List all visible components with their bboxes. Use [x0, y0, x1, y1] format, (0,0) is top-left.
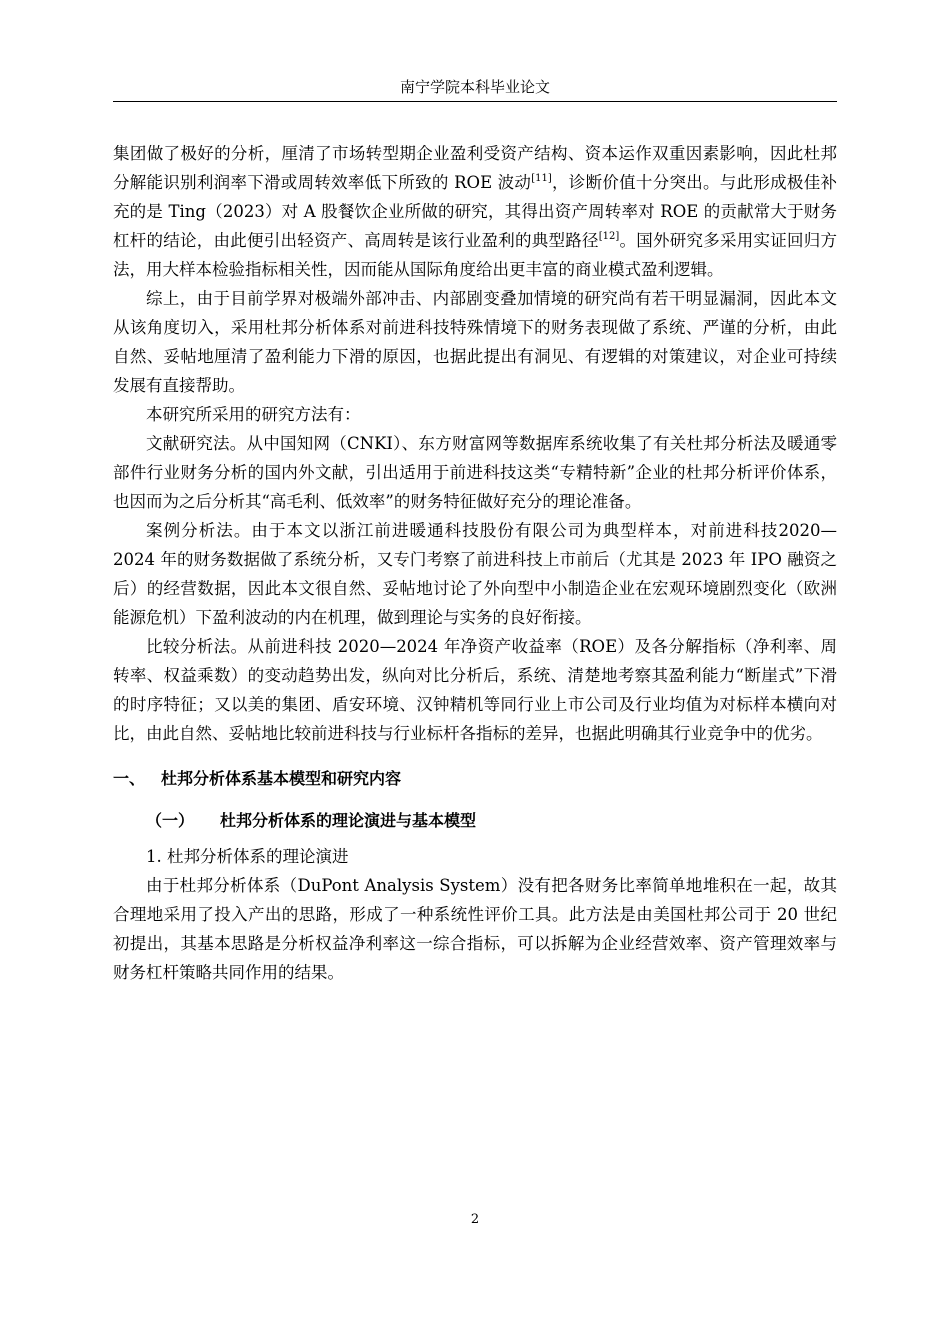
- subsection-heading: [146, 800, 837, 842]
- paragraph: [113, 139, 837, 284]
- paragraph: 案例分析法。由于本文以浙江前进暖通科技股份有限公司为典型样本，对前进科技2020—2024 年的财务数据做了系统分析，又专门考察了前进科技上市前后（尤其是 2023 年 IPO 融资之后）的经营数据，因此本文很自然、妥帖地讨论了外向型中小制造企业在宏观环境剧烈变化（欧洲能源危机）下盈利波动的内在机理，做到理论与实务的良好衔接。: [113, 521, 837, 627]
- paragraph-text: 集团做了极好的分析，厘清了市场转型期企业盈利受资产结构、资本运作双重因素影响，因此杜邦分解能识别利润率下滑或周转效率低下所致的 ROE 波动: [113, 144, 837, 192]
- section-title: 杜邦分析体系基本模型和研究内容: [161, 769, 402, 788]
- paragraph-text: 。国外研究多采用实证回归方法，用大样本检验指标相关性，因而能从国际角度给出更丰富的商业模式盈利逻辑。: [113, 231, 838, 279]
- paragraph: 本研究所采用的研究方法有：: [146, 405, 361, 424]
- section-heading: [113, 758, 837, 800]
- subsubsection-heading: 1. 杜邦分析体系的理论演进: [146, 847, 349, 866]
- document-body: [113, 139, 837, 987]
- subsection-title: 杜邦分析体系的理论演进与基本模型: [220, 811, 477, 830]
- citation: [12]: [598, 231, 620, 242]
- subsection-number: （一）: [146, 811, 195, 830]
- paragraph: 由于杜邦分析体系（DuPont Analysis System）没有把各财务比率简单地堆积在一起，故其合理地采用了投入产出的思路，形成了一种系统性评价工具。此方法是由美国杜邦公司于 20 世纪初提出，其基本思路是分析权益净利率这一综合指标，可以拆解为企业经营效率、资产管理效率与财务杠杆策略共同作用的结果。: [113, 876, 837, 982]
- paragraph: 文献研究法。从中国知网（CNKI）、东方财富网等数据库系统收集了有关杜邦分析法及暖通零部件行业财务分析的国内外文献，引出适用于前进科技这类“专精特新”企业的杜邦分析评价体系，也因而为之后分析其“高毛利、低效率”的财务特征做好充分的理论准备。: [113, 434, 837, 511]
- citation: [11]: [531, 173, 552, 184]
- section-number: 一、: [113, 769, 146, 788]
- header-rule: [113, 101, 837, 102]
- paragraph: 比较分析法。从前进科技 2020—2024 年净资产收益率（ROE）及各分解指标（净利率、周转率、权益乘数）的变动趋势出发，纵向对比分析后，系统、清楚地考察其盈利能力“断崖式”下滑的时序特征；又以美的集团、盾安环境、汉钟精机等同行业上市公司及行业均值为对标样本横向对比，由此自然、妥帖地比较前进科技与行业标杆各指标的差异，也据此明确其行业竞争中的优劣。: [113, 637, 837, 743]
- page-number: 2: [470, 1212, 480, 1227]
- paragraph-text: ，诊断价值十分突出。与此形成极佳补充的是 Ting（2023）对 A 股餐饮企业所做的研究，其得出资产周转率对 ROE 的贡献常大于财务杠杆的结论，由此便引出轻资产、高周转是该行业盈利的典型路径: [113, 173, 837, 250]
- running-header: 南宁学院本科毕业论文: [399, 78, 550, 96]
- paragraph: 综上，由于目前学界对极端外部冲击、内部剧变叠加情境的研究尚有若干明显漏洞，因此本文从该角度切入，采用杜邦分析体系对前进科技特殊情境下的财务表现做了系统、严谨的分析，由此自然、妥帖地厘清了盈利能力下滑的原因，也据此提出有洞见、有逻辑的对策建议，对企业可持续发展有直接帮助。: [113, 289, 837, 395]
